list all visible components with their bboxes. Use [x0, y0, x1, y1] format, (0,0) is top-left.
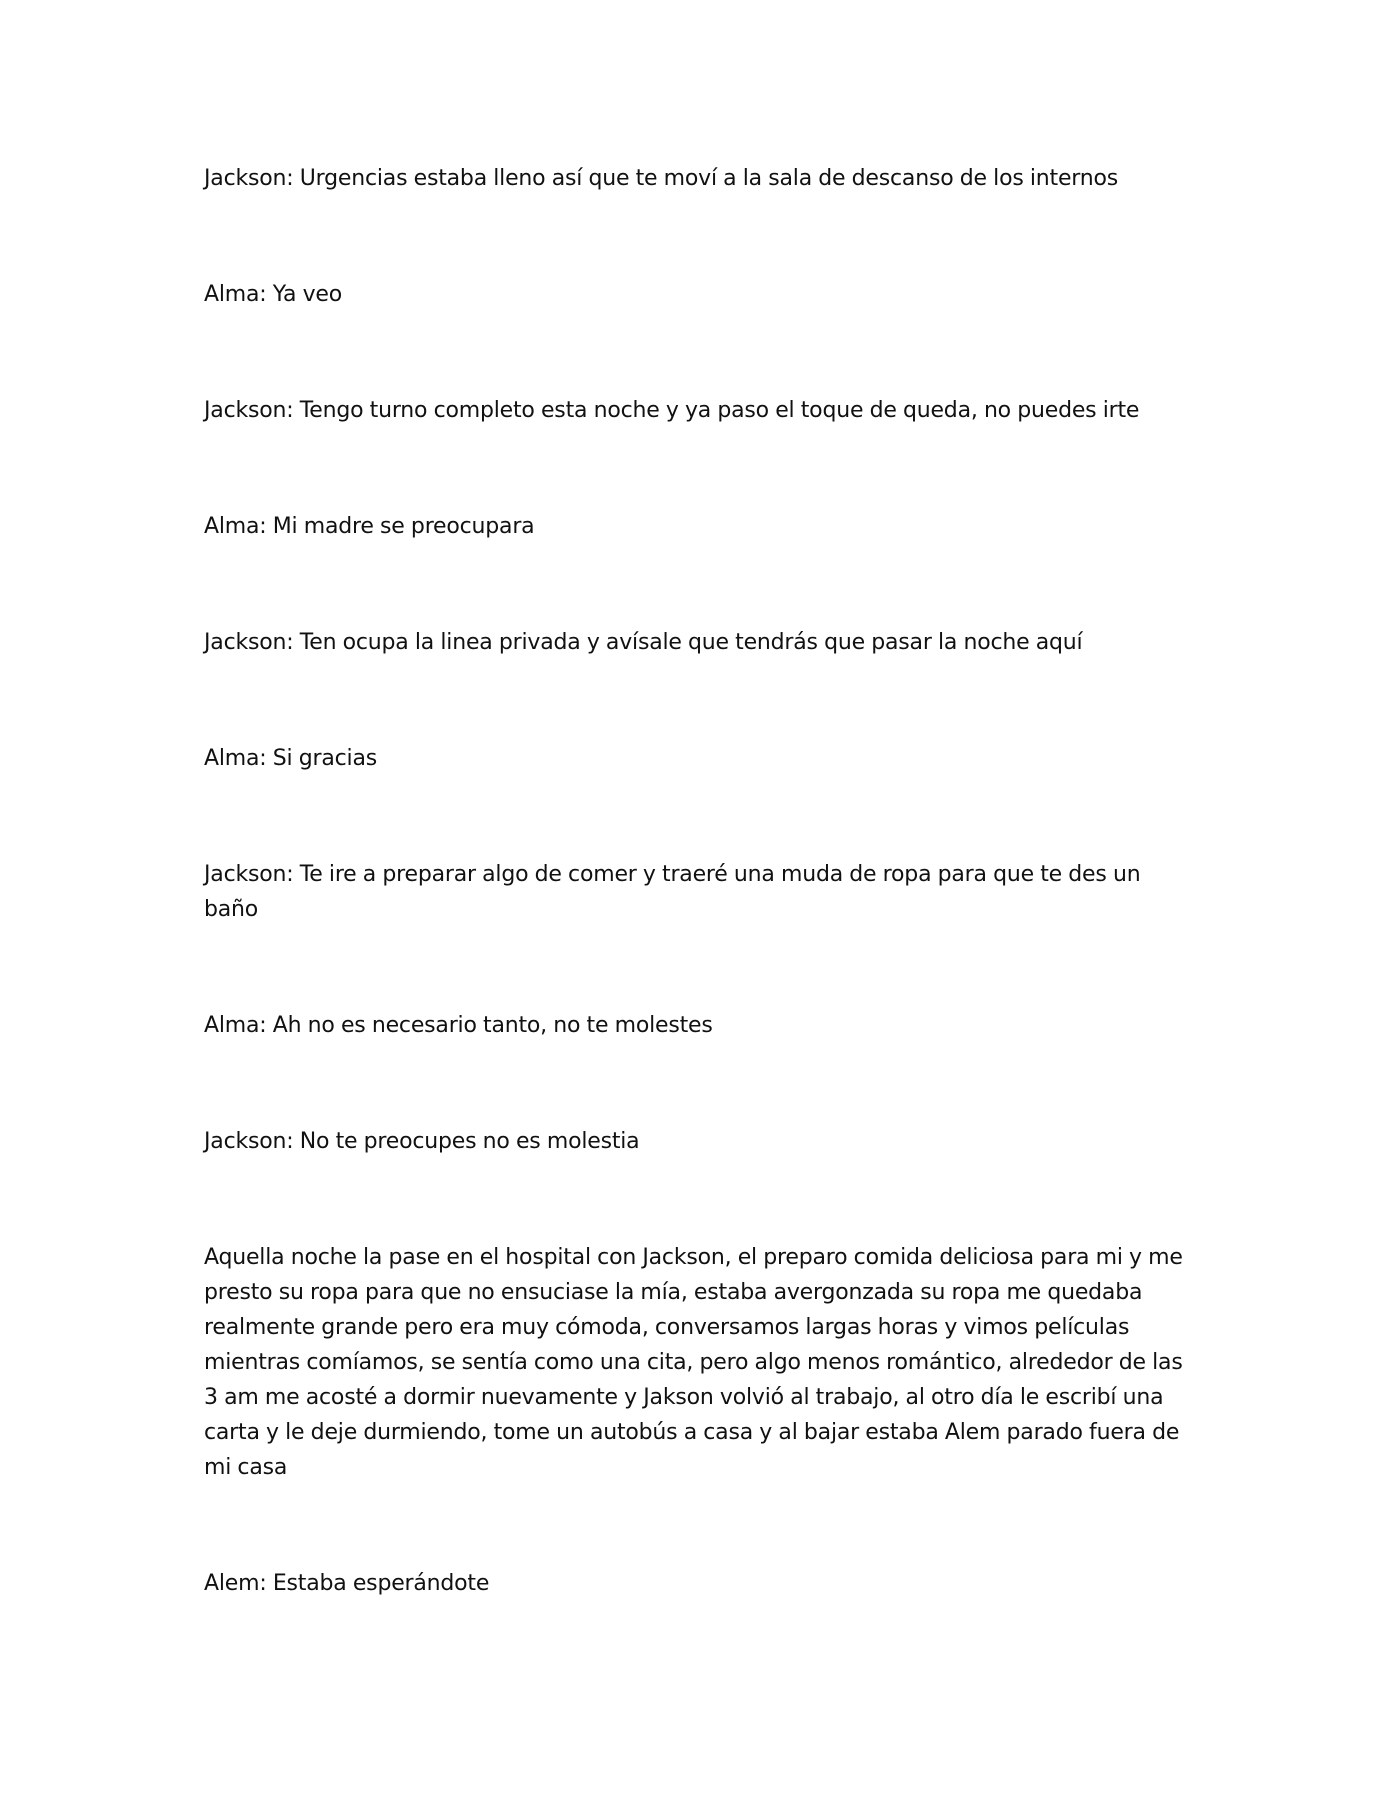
dialogue-line: Alma: Ya veo	[204, 282, 342, 307]
dialogue-line: Jackson: Te ire a preparar algo de comer y traeré una muda de ropa para que te des un baño	[204, 862, 1141, 922]
dialogue-line: Alma: Mi madre se preocupara	[204, 514, 535, 539]
dialogue-line: Alma: Ah no es necesario tanto, no te molestes	[204, 1013, 713, 1038]
dialogue-line: Jackson: Tengo turno completo esta noche y ya paso el toque de queda, no puedes irte	[204, 398, 1140, 423]
narrative-paragraph: Aquella noche la pase en el hospital con Jackson, el preparo comida deliciosa para mi y me presto su ropa para que no ensuciase la mía, estaba avergonzada su ropa me quedaba realmente grande pero era muy cómoda, conversamos largas horas y vimos películas mientras comíamos, se sentía como una cita, pero algo menos romántico, alrededor de las 3 am me acosté a dormir nuevamente y Jakson volvió al trabajo, al otro día le escribí una carta y le deje durmiendo, tome un autobús a casa y al bajar estaba Alem parado fuera de mi casa	[204, 1245, 1183, 1480]
dialogue-line: Alma: Si gracias	[204, 746, 377, 771]
dialogue-line: Alem: Estaba esperándote	[204, 1571, 490, 1596]
dialogue-line: Jackson: No te preocupes no es molestia	[204, 1129, 640, 1154]
dialogue-line: Jackson: Ten ocupa la linea privada y avísale que tendrás que pasar la noche aquí	[204, 630, 1083, 655]
dialogue-line: Jackson: Urgencias estaba lleno así que te moví a la sala de descanso de los internos	[204, 166, 1119, 191]
document-body	[204, 161, 1194, 1601]
